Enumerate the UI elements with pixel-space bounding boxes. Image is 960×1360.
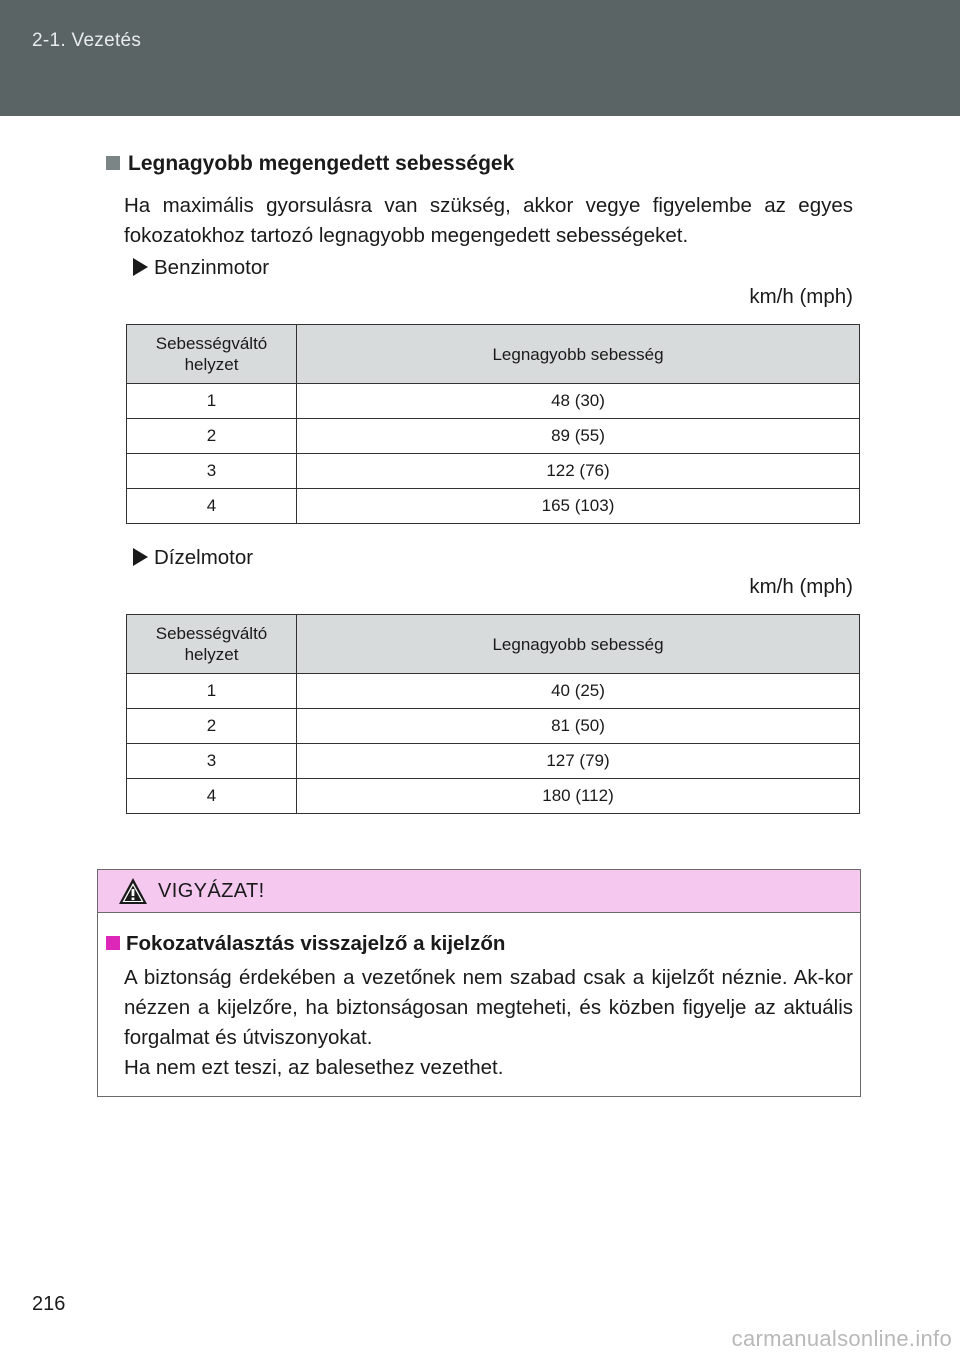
- column-header-speed: Legnagyobb sebesség: [297, 615, 860, 674]
- column-header-gear: Sebességváltó helyzet: [127, 325, 297, 384]
- intro-paragraph: Ha maximális gyorsulásra van szükség, akkor vegye figyelembe az egyes fokozatokhoz tartozó legnagyobb megengedett sebességeket.: [124, 194, 853, 247]
- gear-cell: 4: [127, 779, 297, 814]
- table-row: [127, 709, 860, 744]
- speed-cell: 180 (112): [297, 779, 860, 814]
- caution-header: [98, 870, 860, 913]
- gear-cell: 1: [127, 674, 297, 709]
- caution-body: [124, 963, 853, 1083]
- speed-cell: 81 (50): [297, 709, 860, 744]
- caution-paragraph: Ha nem ezt teszi, az balesethez vezethet.: [124, 1056, 504, 1079]
- diesel-speed-table: [126, 614, 860, 814]
- column-header-speed: Legnagyobb sebesség: [297, 325, 860, 384]
- table-row: [127, 419, 860, 454]
- speed-cell: 165 (103): [297, 489, 860, 524]
- gear-cell: 3: [127, 454, 297, 489]
- table-header-row: [127, 325, 860, 384]
- table-row: [127, 454, 860, 489]
- table-header-row: [127, 615, 860, 674]
- caution-subheading-text: Fokozatválasztás visszajelző a kijelzőn: [126, 932, 506, 955]
- petrol-unit: km/h (mph): [749, 285, 853, 308]
- table-row: [127, 384, 860, 419]
- table-row: [127, 744, 860, 779]
- caution-box: [97, 869, 861, 1097]
- speed-cell: 48 (30): [297, 384, 860, 419]
- speed-cell: 122 (76): [297, 454, 860, 489]
- caution-paragraph: A biztonság érdekében a vezetőnek nem szabad csak a kijelzőt néznie. Ak-kor nézzen a kijelzőre, ha biztonságosan megteheti, és közben figyelje az aktuális forgalmat és útviszonyokat.: [124, 966, 853, 1049]
- gear-cell: 2: [127, 419, 297, 454]
- table-row: [127, 489, 860, 524]
- petrol-speed-table: [126, 324, 860, 524]
- diesel-label: Dízelmotor: [154, 546, 254, 569]
- triangle-pointer-icon: [133, 548, 148, 566]
- triangle-pointer-icon: [133, 258, 148, 276]
- page-header: [0, 0, 960, 116]
- warning-triangle-icon: [118, 877, 148, 905]
- gear-cell: 3: [127, 744, 297, 779]
- heading-text: Legnagyobb megengedett sebességek: [128, 152, 515, 175]
- table-row: [127, 779, 860, 814]
- gear-cell: 4: [127, 489, 297, 524]
- speed-cell: 40 (25): [297, 674, 860, 709]
- diesel-unit: km/h (mph): [749, 575, 853, 598]
- petrol-subheading: [133, 256, 269, 280]
- caution-subheading: [106, 932, 505, 956]
- section-title: 2-1. Vezetés: [32, 30, 142, 51]
- table-row: [127, 674, 860, 709]
- square-bullet-icon: [106, 156, 120, 170]
- gear-cell: 1: [127, 384, 297, 419]
- section-heading: [106, 152, 514, 176]
- column-header-gear: Sebességváltó helyzet: [127, 615, 297, 674]
- square-bullet-icon: [106, 936, 120, 950]
- gear-cell: 2: [127, 709, 297, 744]
- page-number: 216: [32, 1293, 66, 1315]
- speed-cell: 89 (55): [297, 419, 860, 454]
- diesel-subheading: [133, 546, 253, 570]
- petrol-label: Benzinmotor: [154, 256, 270, 279]
- caution-title: VIGYÁZAT!: [158, 880, 265, 902]
- speed-cell: 127 (79): [297, 744, 860, 779]
- watermark: carmanualsonline.info: [731, 1326, 952, 1351]
